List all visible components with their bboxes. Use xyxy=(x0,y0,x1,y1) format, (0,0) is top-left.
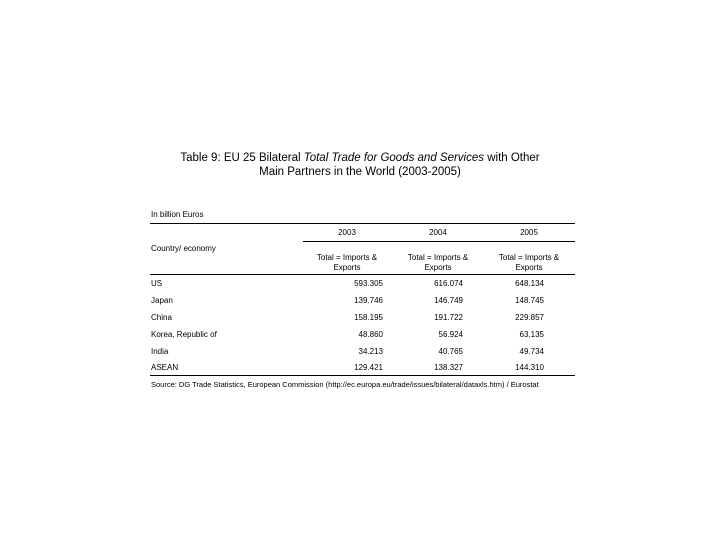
subheader-2005: Total = Imports & Exports xyxy=(498,253,560,272)
table-row-korea-2003: 48.860 xyxy=(358,330,383,339)
table-row-asean-2004: 138.327 xyxy=(434,363,463,372)
subheader-2003: Total = Imports & Exports xyxy=(316,253,378,272)
table-row-country-us: US xyxy=(151,279,163,288)
table-row-country-asean: ASEAN xyxy=(151,363,179,372)
header-bottom-rule xyxy=(150,274,575,275)
table-row-japan-2004: 146.749 xyxy=(434,296,463,305)
table-row-japan-2003: 139.746 xyxy=(354,296,383,305)
row-header-label: Country/ economy xyxy=(151,244,216,253)
table-row-asean-2005: 144.310 xyxy=(515,363,544,372)
table-title-line-1: Table 9: EU 25 Bilateral Total Trade for Goods and Services with Other xyxy=(180,152,540,164)
table-row-japan-2005: 148.745 xyxy=(515,296,544,305)
year-underline-rule xyxy=(303,241,575,242)
subheader-2004: Total = Imports & Exports xyxy=(407,253,469,272)
table-row-asean-2003: 129.421 xyxy=(354,363,383,372)
year-header-2005: 2005 xyxy=(520,228,538,237)
table-row-korea-2005: 63.135 xyxy=(519,330,544,339)
table-row-korea-2004: 56.924 xyxy=(438,330,463,339)
table-row-china-2003: 158.195 xyxy=(354,313,383,322)
table-row-china-2005: 229.857 xyxy=(515,313,544,322)
year-header-2003: 2003 xyxy=(338,228,356,237)
unit-label: In billion Euros xyxy=(151,210,204,219)
table-bottom-rule xyxy=(150,375,575,376)
table-row-country-japan: Japan xyxy=(151,296,173,305)
year-header-2004: 2004 xyxy=(429,228,447,237)
table-row-us-2005: 648.134 xyxy=(515,279,544,288)
table-row-country-india: India xyxy=(151,347,169,356)
table-row-china-2004: 191.722 xyxy=(434,313,463,322)
table-row-india-2005: 49.734 xyxy=(519,347,544,356)
table-title xyxy=(140,151,580,179)
table-row-country-china: China xyxy=(151,313,172,322)
table-row-us-2003: 593.305 xyxy=(354,279,383,288)
header-top-rule xyxy=(150,223,575,224)
table-row-india-2004: 40.765 xyxy=(438,347,463,356)
table-title-line-2: Main Partners in the World (2003-2005) xyxy=(259,166,461,178)
table-row-us-2004: 616.074 xyxy=(434,279,463,288)
source-note: Source: DG Trade Statistics, European Commission (http://ec.europa.eu/trade/issues/bilateral/dataxls.htm) / Eurostat xyxy=(151,380,539,389)
table-row-country-korea: Korea, Republic of xyxy=(151,330,217,339)
table-row-india-2003: 34.213 xyxy=(358,347,383,356)
